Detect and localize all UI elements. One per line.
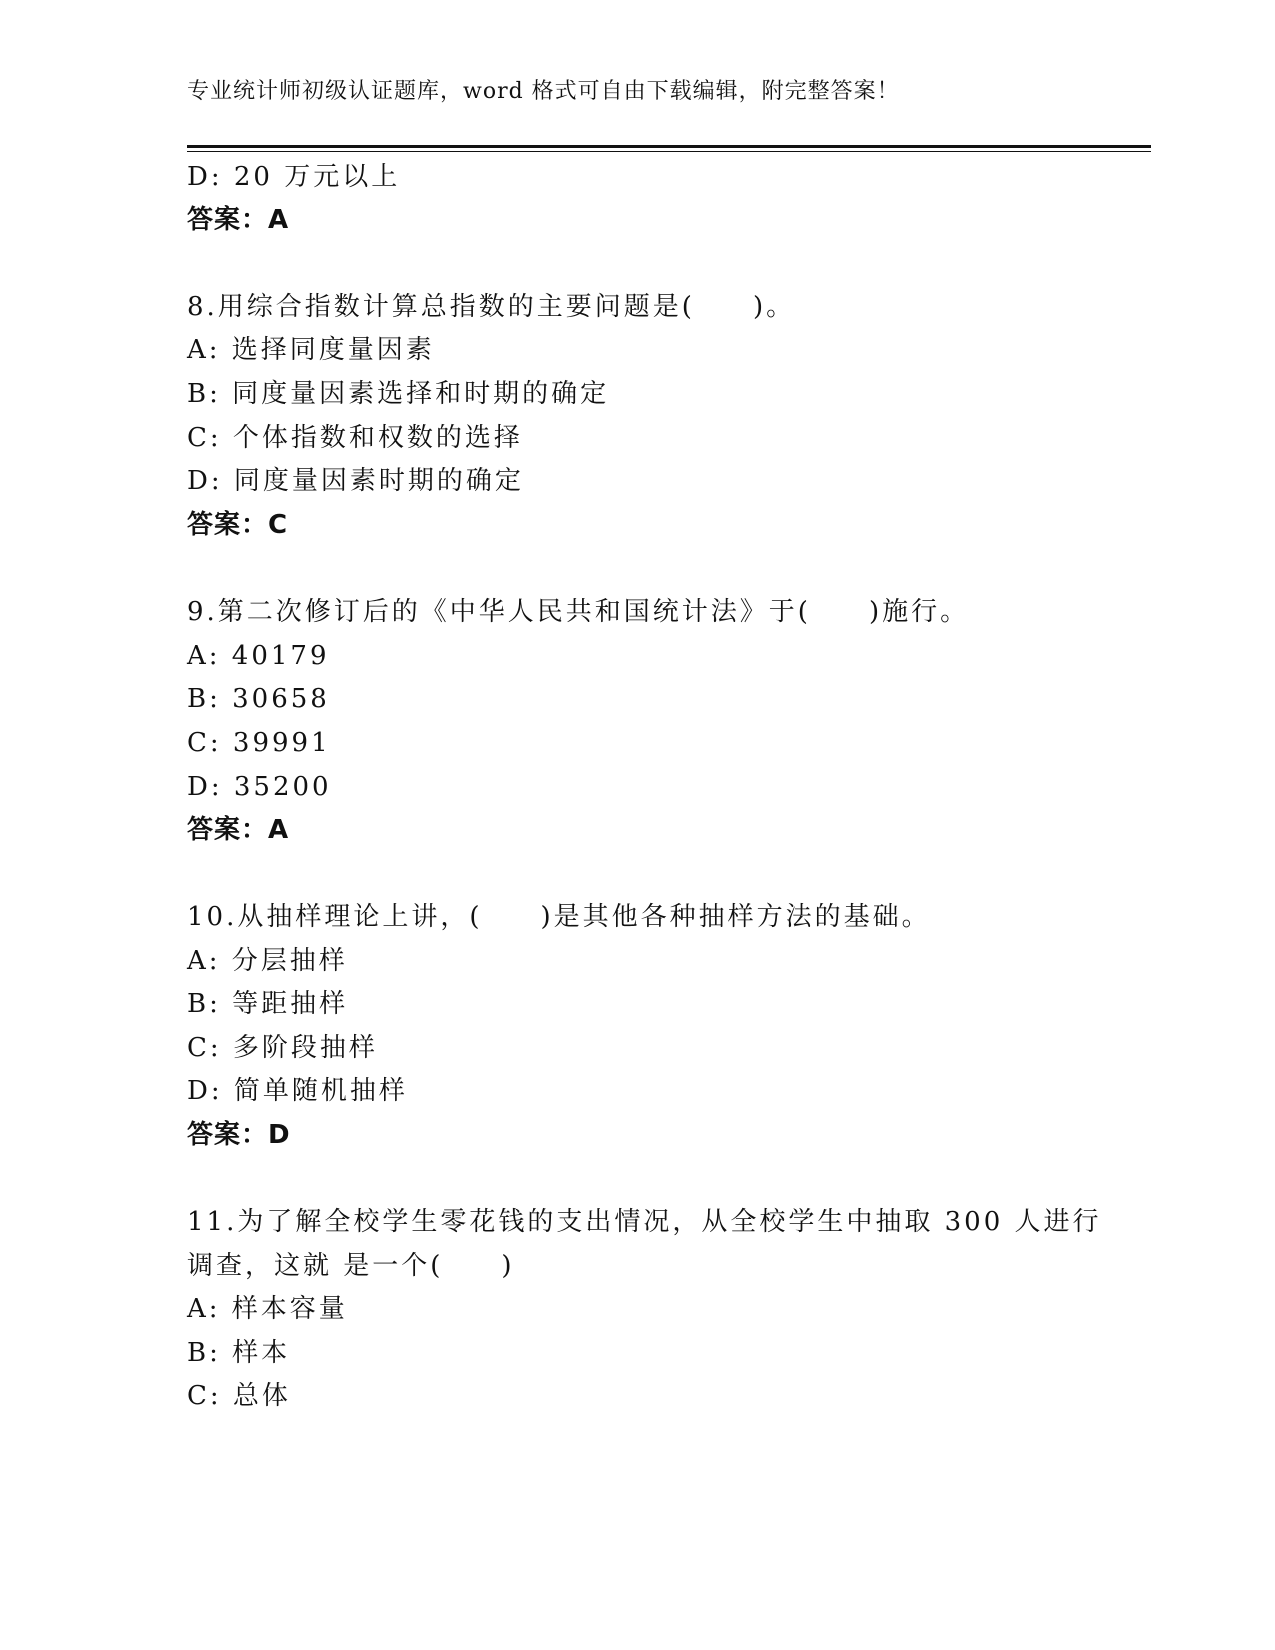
option-c-q8: C: 个体指数和权数的选择 [187, 423, 523, 453]
option-a-q10: A: 分层抽样 [187, 946, 348, 976]
question-11-line-1: 11.为了解全校学生零花钱的支出情况，从全校学生中抽取 300 人进行 [187, 1207, 1102, 1237]
option-c-q9: C: 39991 [187, 728, 331, 758]
option-d-q7: D: 20 万元以上 [187, 162, 401, 192]
option-d-q10: D: 简单随机抽样 [187, 1076, 408, 1106]
header-rule-thick [187, 145, 1151, 148]
question-9: 9.第二次修订后的《中华人民共和国统计法》于( )施行。 [187, 597, 970, 627]
answer-q7: 答案：A [187, 205, 290, 235]
option-a-q11: A: 样本容量 [187, 1294, 348, 1324]
header-rule-thin [187, 151, 1151, 152]
answer-q9: 答案：A [187, 815, 290, 845]
option-a-q9: A: 40179 [187, 641, 330, 671]
option-b-q10: B: 等距抽样 [187, 989, 349, 1019]
option-c-q11: C: 总体 [187, 1381, 291, 1411]
page-header: 专业统计师初级认证题库，word 格式可自由下载编辑，附完整答案！ [187, 79, 900, 104]
option-a-q8: A: 选择同度量因素 [187, 335, 435, 365]
question-8: 8.用综合指数计算总指数的主要问题是( )。 [187, 292, 796, 322]
option-b-q8: B: 同度量因素选择和时期的确定 [187, 379, 610, 409]
option-b-q9: B: 30658 [187, 684, 330, 714]
option-c-q10: C: 多阶段抽样 [187, 1033, 378, 1063]
option-b-q11: B: 样本 [187, 1338, 291, 1368]
answer-q8: 答案：C [187, 510, 289, 540]
question-11-line-2: 调查，这就 是一个( ) [187, 1251, 515, 1281]
option-d-q8: D: 同度量因素时期的确定 [187, 466, 524, 496]
question-10: 10.从抽样理论上讲，( )是其他各种抽样方法的基础。 [187, 902, 931, 932]
answer-q10: 答案：D [187, 1120, 291, 1150]
option-d-q9: D: 35200 [187, 772, 332, 802]
